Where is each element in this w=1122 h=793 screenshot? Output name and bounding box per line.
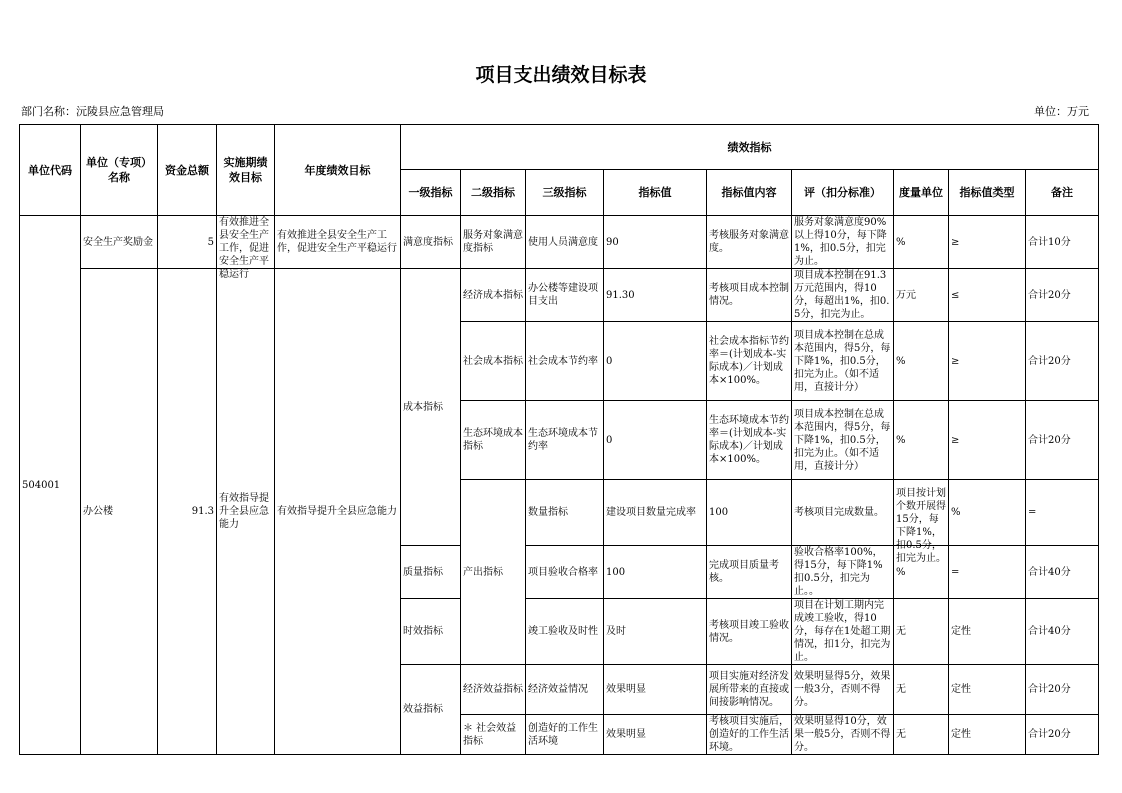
remark-cell: 合计20分 [1026, 715, 1099, 755]
project-name-cell: 办公楼 [81, 269, 158, 755]
annual-target-cell [275, 216, 401, 269]
level3-cell: 使用人员满意度 [526, 216, 604, 269]
score-cell [792, 216, 894, 269]
value-cell: 效果明显 [604, 665, 707, 715]
content-cell: 考核项目竣工验收情况。 [707, 599, 792, 665]
measure-cell: 无 [894, 715, 949, 755]
score-text: 项目成本控制在总成本范围内，得5分，每下降1%，扣0.5分，扣完为止。（如不适用，直接计分） [794, 408, 891, 472]
level3-cell: 社会成本节约率 [526, 322, 604, 401]
content-cell [707, 665, 792, 715]
value-cell: 100 [604, 546, 707, 599]
score-text: 项目成本控制在总成本范围内，得5分，每下降1%，扣0.5分，扣完为止。（如不适用，直接计分） [794, 329, 891, 393]
value-cell: 91.30 [604, 269, 707, 322]
annual-target-cell: 有效指导提升全县应急能力 [275, 269, 401, 755]
level1-cell: 满意度指标 [401, 216, 461, 269]
measure-cell: % [894, 401, 949, 480]
remark-cell: 合计20分 [1026, 401, 1099, 480]
header-value-type: 指标值类型 [949, 170, 1026, 216]
score-cell [792, 599, 894, 665]
value-cell: 0 [604, 401, 707, 480]
header-remark: 备注 [1026, 170, 1099, 216]
value-cell: 90 [604, 216, 707, 269]
content-cell: 考核服务对象满意度。 [707, 216, 792, 269]
measure-cell: % [894, 546, 949, 599]
table-row [20, 216, 1099, 269]
value-type-cell: ≤ [949, 269, 1026, 322]
fund-cell: 5 [158, 216, 217, 269]
value-type-cell: 定性 [949, 665, 1026, 715]
remark-cell: 合计40分 [1026, 546, 1099, 599]
level2-cell: 服务对象满意度指标 [461, 216, 526, 269]
value-cell: 0 [604, 322, 707, 401]
header-annual-target: 年度绩效目标 [275, 125, 401, 216]
score-text: 项目在计划工期内完成竣工验收，得10分，每存在1处超工期情况，扣1分，扣完为止。 [794, 600, 891, 663]
impl-target-text: 有效推进全县安全生产工作，促进安全生产平稳运行 [219, 217, 269, 280]
level2-cell: 生态环境成本指标 [461, 401, 526, 480]
score-text: 验收合格率100%，得15分，每下降1%扣0.5分，扣完为止。。 [794, 547, 883, 597]
score-cell [894, 480, 949, 564]
header-perf-indicators: 绩效指标 [401, 125, 1099, 170]
department-label: 部门名称： [21, 105, 76, 118]
measure-cell: % [894, 322, 949, 401]
value-type-cell: = [949, 546, 1026, 599]
level2-cell: 经济成本指标 [461, 269, 526, 322]
value-type-cell: = [1026, 480, 1099, 546]
measure-cell: 万元 [894, 269, 949, 322]
annual-target-text: 有效推进全县安全生产工作，促进安全生产平稳运行 [277, 230, 397, 254]
remark-cell: 合计10分 [1026, 216, 1099, 269]
value-cell: 100 [707, 480, 792, 546]
remark-cell: 合计20分 [1026, 269, 1099, 322]
score-text: 项目成本控制在91.3万元范围内，得10分，每超出1%，扣0.5分，扣完为止。 [794, 270, 890, 320]
department-value: 沅陵县应急管理局 [76, 105, 164, 118]
header-value: 指标值 [604, 170, 707, 216]
score-cell: 效果明显得5分，效果一般3分，否则不得分。 [792, 665, 894, 715]
level2-cell: 时效指标 [401, 599, 461, 665]
measure-cell: 无 [894, 599, 949, 665]
score-cell [792, 401, 894, 480]
header-level3: 三级指标 [526, 170, 604, 216]
content-text: 生态环境成本节约率＝(计划成本-实际成本)／计划成本×100%。 [709, 415, 789, 465]
score-cell [792, 322, 894, 401]
score-cell [792, 269, 894, 322]
content-text: 社会成本指标节约率＝(计划成本-实际成本)／计划成本×100%。 [709, 336, 789, 386]
performance-table [19, 124, 1099, 755]
department-line [21, 103, 164, 119]
content-cell [707, 401, 792, 480]
level3-cell: 竣工验收及时性 [526, 599, 604, 665]
value-type-cell: ≥ [949, 401, 1026, 480]
fund-cell: 91.3 [158, 269, 217, 755]
value-cell: 及时 [604, 599, 707, 665]
level3-cell: 建设项目数量完成率 [604, 480, 707, 546]
unit-code-cell: 504001 [20, 216, 81, 755]
value-type-cell: 定性 [949, 715, 1026, 755]
content-cell: 考核项目成本控制情况。 [707, 269, 792, 322]
value-type-cell: ≥ [949, 322, 1026, 401]
page-title: 项目支出绩效目标表 [475, 64, 647, 86]
level2-cell: 质量指标 [401, 546, 461, 599]
score-cell: 效果明显得10分，效果一般5分，否则不得分。 [792, 715, 894, 755]
level3-cell: 项目验收合格率 [526, 546, 604, 599]
score-text: 服务对象满意度90%以上得10分，每下降1%，扣0.5分，扣完为止。 [794, 217, 887, 267]
header-measure: 度量单位 [894, 170, 949, 216]
unit-label: 单位：万元 [1034, 105, 1089, 118]
header-score: 评（扣分标准） [792, 170, 894, 216]
header-level1: 一级指标 [401, 170, 461, 216]
score-cell [792, 546, 894, 599]
measure-cell: % [894, 216, 949, 269]
impl-target-cell [217, 216, 275, 280]
level1-cell: 产出指标 [461, 480, 526, 665]
measure-cell: 无 [894, 665, 949, 715]
header-fund-total: 资金总额 [158, 125, 217, 216]
level2-cell: ＊ 社会效益指标 [461, 715, 526, 755]
remark-cell: 合计20分 [1026, 322, 1099, 401]
header-unit-name: 单位（专项）名称 [81, 125, 158, 216]
project-name-cell: 安全生产奖励金 [81, 216, 158, 269]
remark-cell: 合计20分 [1026, 665, 1099, 715]
content-cell: 考核项目实施后，创造好的工作生活环境。 [707, 715, 792, 755]
content-cell: 完成项目质量考核。 [707, 546, 792, 599]
header-impl-target: 实施期绩效目标 [217, 125, 275, 216]
header-level2: 二级指标 [461, 170, 526, 216]
impl-target-cell: 有效指导提升全县应急能力 [217, 269, 275, 755]
table-row [20, 269, 1099, 322]
level2-cell: 经济效益指标 [461, 665, 526, 715]
header-content: 指标值内容 [707, 170, 792, 216]
level1-cell: 效益指标 [401, 665, 461, 755]
level1-cell: 成本指标 [401, 269, 461, 546]
content-text: 项目实施对经济发展所带来的直接或间接影响情况。 [709, 671, 789, 708]
header-unit-code: 单位代码 [20, 125, 81, 216]
value-type-cell: 定性 [949, 599, 1026, 665]
content-cell [707, 322, 792, 401]
level3-cell: 办公楼等建设项目支出 [526, 269, 604, 322]
header-row-1 [20, 125, 1099, 170]
level2-cell: 数量指标 [526, 480, 604, 546]
content-cell: 考核项目完成数量。 [792, 480, 894, 546]
value-type-cell: ≥ [949, 216, 1026, 269]
level2-cell: 社会成本指标 [461, 322, 526, 401]
remark-cell: 合计40分 [1026, 599, 1099, 665]
level3-cell: 生态环境成本节约率 [526, 401, 604, 480]
value-cell: 效果明显 [604, 715, 707, 755]
measure-cell: % [949, 480, 1026, 546]
score-text: 项目按计划个数开展得15分，每下降1%，扣0.5分，扣完为止。 [896, 487, 946, 564]
level3-cell: 经济效益情况 [526, 665, 604, 715]
level3-cell: 创造好的工作生活环境 [526, 715, 604, 755]
